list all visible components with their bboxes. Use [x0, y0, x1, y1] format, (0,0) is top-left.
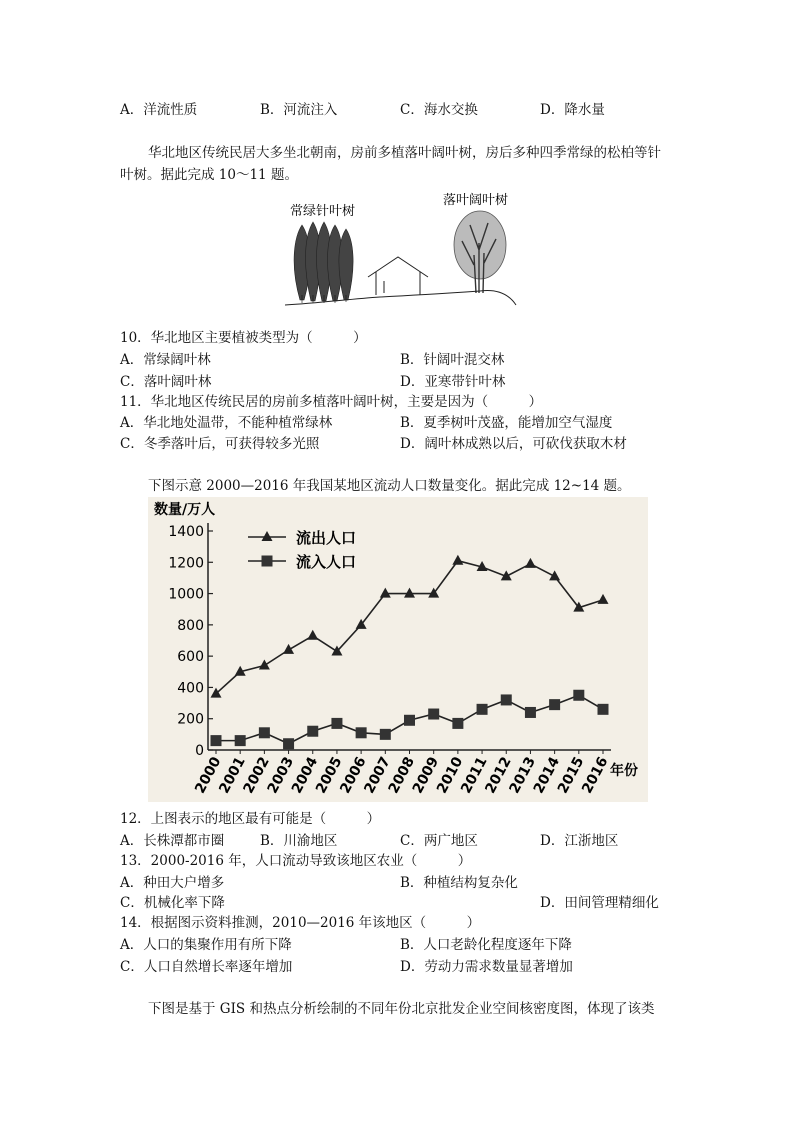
- vegetation-figure: [280, 185, 520, 310]
- data-point-2: [477, 704, 488, 715]
- x-tick-label: 2012: [482, 754, 515, 797]
- passage-3: 下图是基于 GIS 和热点分析绘制的不同年份北京批发企业空间核密度图，体现了该类: [148, 1001, 655, 1017]
- q13-option-a: A．种田大户增多: [120, 875, 225, 891]
- q10-option-c: C．落叶阔叶林: [120, 374, 212, 390]
- data-point-2: [404, 715, 415, 726]
- x-tick-label: 2014: [530, 754, 564, 797]
- q14-option-c: C．人口自然增长率逐年增加: [120, 959, 293, 975]
- data-point-2: [525, 707, 536, 718]
- house-icon: [368, 257, 428, 295]
- q10-option-d: D．亚寒带针叶林: [400, 374, 506, 390]
- q11-option-c: C．冬季落叶后，可获得较多光照: [120, 436, 320, 452]
- q14-option-b: B．人口老龄化程度逐年下降: [400, 937, 572, 953]
- conifer-trees-icon: [294, 222, 353, 303]
- data-point-2: [211, 735, 222, 746]
- y-tick-label: 1000: [168, 586, 204, 603]
- x-tick-label: 2005: [313, 754, 346, 797]
- data-point-2: [356, 727, 367, 738]
- data-point-2: [598, 704, 609, 715]
- q9-option-a: A．洋流性质: [120, 102, 198, 118]
- legend-marker: [262, 556, 273, 567]
- x-tick-label: 2008: [385, 754, 419, 797]
- data-point-2: [283, 738, 294, 749]
- y-tick-label: 600: [177, 649, 204, 666]
- data-point-2: [428, 709, 439, 720]
- q12-option-d: D．江浙地区: [540, 833, 619, 849]
- label-deciduous: 落叶阔叶树: [443, 193, 509, 208]
- data-point-2: [380, 729, 391, 740]
- label-evergreen: 常绿针叶树: [290, 204, 356, 219]
- y-tick-label: 800: [177, 617, 204, 634]
- y-axis-label: 数量/万人: [154, 502, 216, 518]
- x-tick-label: 2006: [337, 754, 370, 797]
- x-tick-label: 2016: [579, 754, 612, 797]
- passage-1-line-1: 华北地区传统民居大多坐北朝南，房前多植落叶阔叶树，房后多种四季常绿的松柏等针: [148, 145, 661, 161]
- q11-stem: 11．华北地区传统民居的房前多植落叶阔叶树，主要是因为（ ）: [120, 394, 543, 410]
- x-tick-label: 2004: [288, 754, 322, 797]
- x-axis-label: 年份: [610, 763, 638, 779]
- data-point-2: [235, 735, 246, 746]
- y-tick-label: 1400: [168, 524, 204, 540]
- q14-option-a: A．人口的集聚作用有所下降: [120, 937, 292, 953]
- x-tick-label: 2011: [458, 754, 491, 797]
- y-tick-label: 400: [177, 680, 204, 697]
- ground-line: [285, 291, 516, 305]
- q13-option-c: C．机械化率下降: [120, 895, 225, 911]
- passage-1-line-2: 叶树。据此完成 10～11 题。: [120, 167, 298, 183]
- legend-label: 流入人口: [296, 553, 357, 571]
- q11-option-d: D．阔叶林成熟以后，可砍伐获取木材: [400, 436, 627, 452]
- q12-option-c: C．两广地区: [400, 833, 478, 849]
- passage-2: 下图示意 2000—2016 年我国某地区流动人口数量变化。据此完成 12~14 题。: [148, 478, 631, 494]
- q9-option-b: B．河流注入: [260, 102, 338, 118]
- population-chart: [148, 497, 648, 802]
- q13-stem: 13．2000-2016 年，人口流动导致该地区农业（ ）: [120, 853, 472, 869]
- q13-option-b: B．种植结构复杂化: [400, 875, 518, 891]
- x-tick-label: 2002: [240, 754, 273, 797]
- q10-option-a: A．常绿阔叶林: [120, 352, 211, 368]
- q12-option-b: B．川渝地区: [260, 833, 338, 849]
- data-point-2: [573, 690, 584, 701]
- x-tick-label: 2010: [433, 754, 467, 797]
- data-point-2: [331, 718, 342, 729]
- q12-stem: 12．上图表示的地区最有可能是（ ）: [120, 811, 381, 827]
- data-point-2: [452, 718, 463, 729]
- x-tick-label: 2009: [409, 754, 443, 797]
- q9-option-c: C．海水交换: [400, 102, 478, 118]
- x-tick-label: 2003: [264, 754, 298, 797]
- q11-option-a: A．华北地处温带，不能种植常绿林: [120, 415, 333, 431]
- deciduous-tree-icon: [454, 211, 506, 293]
- data-point-2: [259, 727, 270, 738]
- x-tick-label: 2007: [361, 754, 394, 797]
- x-tick-label: 2001: [216, 754, 249, 797]
- q12-option-a: A．长株潭都市圈: [120, 833, 225, 849]
- q9-option-d: D．降水量: [540, 102, 605, 118]
- q13-option-d: D．田间管理精细化: [540, 895, 659, 911]
- x-tick-label: 2000: [192, 754, 225, 797]
- y-tick-label: 1200: [168, 555, 204, 572]
- y-tick-label: 200: [177, 711, 204, 728]
- x-tick-label: 2015: [554, 754, 588, 797]
- q11-option-b: B．夏季树叶茂盛，能增加空气湿度: [400, 415, 613, 431]
- q10-stem: 10．华北地区主要植被类型为（ ）: [120, 330, 367, 346]
- x-tick-label: 2013: [506, 754, 539, 797]
- q10-option-b: B．针阔叶混交林: [400, 352, 505, 368]
- data-point-2: [549, 699, 560, 710]
- legend-label: 流出人口: [296, 529, 357, 547]
- y-tick-label: 0: [195, 743, 204, 759]
- q14-option-d: D．劳动力需求数量显著增加: [400, 959, 573, 975]
- data-point-2: [307, 726, 318, 737]
- data-point-2: [501, 694, 512, 705]
- q14-stem: 14．根据图示资料推测，2010—2016 年该地区（ ）: [120, 915, 481, 931]
